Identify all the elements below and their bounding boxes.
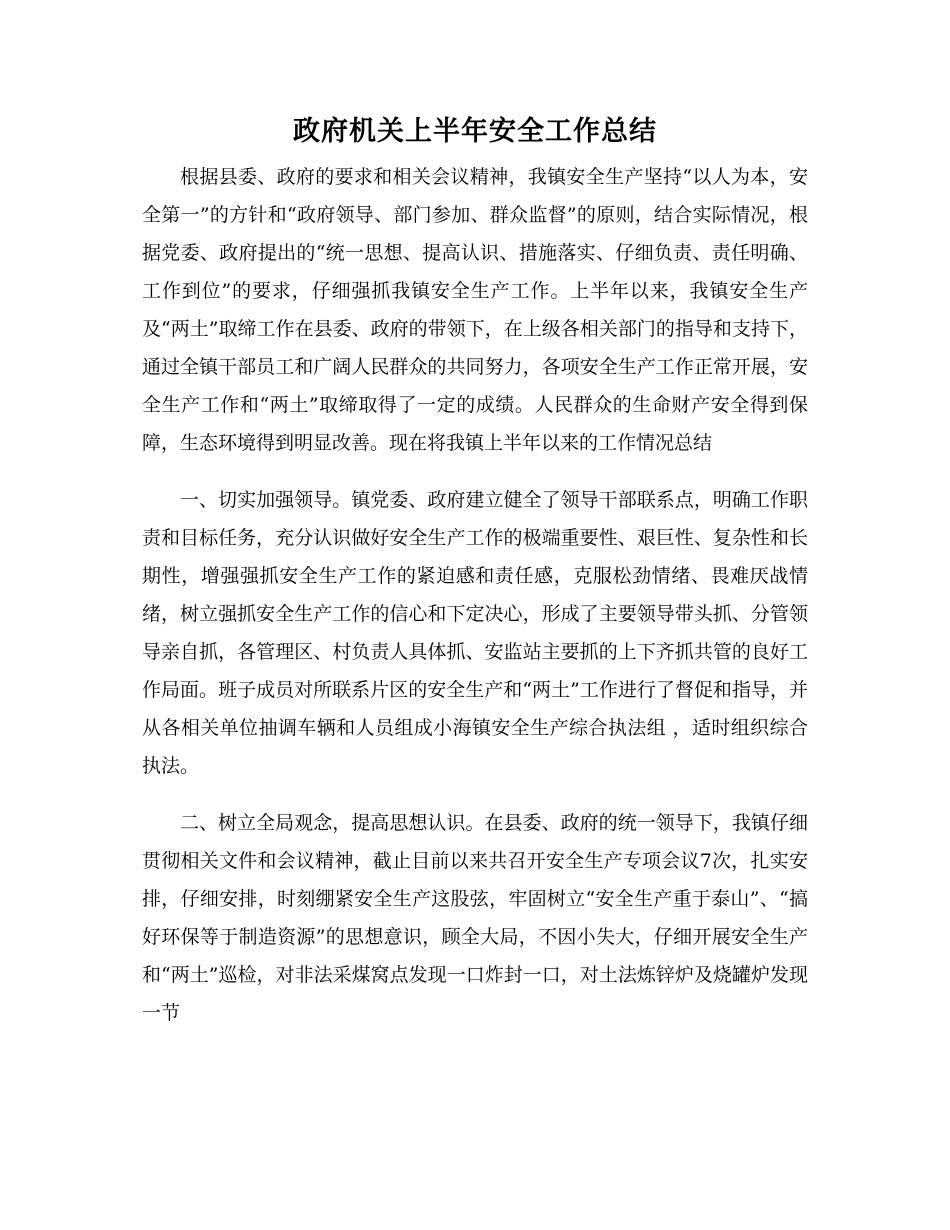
- document-title: 政府机关上半年安全工作总结: [293, 116, 657, 147]
- paragraph-intro: 根据县委、政府的要求和相关会议精神，我镇安全生产坚持“以人为本，安全第一”的方针和“政府领导、部门参加、群众监督”的原则，结合实际情况，根据党委、政府提出的“统一思想、提高认识、措施落实、仔细负责、责任明确、工作到位”的要求，仔细强抓我镇安全生产工作。上半年以来，我镇安全生产及“两土”取缔工作在县委、政府的带领下，在上级各相关部门的指导和支持下，通过全镇干部员工和广阔人民群众的共同努力，各项安全生产工作正常开展，安全生产工作和“两土”取缔取得了一定的成绩。人民群众的生命财产安全得到保障，生态环境得到明显改善。现在将我镇上半年以来的工作情况总结: [142, 166, 808, 454]
- paragraph-section-1: 一、切实加强领导。镇党委、政府建立健全了领导干部联系点，明确工作职责和目标任务，充分认识做好安全生产工作的极端重要性、艰巨性、复杂性和长期性，增强强抓安全生产工作的紧迫感和责任感，克服松劲情绪、畏难厌战情绪，树立强抓安全生产工作的信心和下定决心，形成了主要领导带头抓、分管领导亲自抓，各管理区、村负责人具体抓、安监站主要抓的上下齐抓共管的良好工作局面。班子成员对所联系片区的安全生产和“两土”工作进行了督促和指导，并从各相关单位抽调车辆和人员组成小海镇安全生产综合执法组 ，适时组织综合执法。: [142, 489, 808, 777]
- document-body: [142, 158, 808, 1051]
- paragraph-section-2: 二、树立全局观念，提高思想认识。在县委、政府的统一领导下，我镇仔细贯彻相关文件和会议精神，截止目前以来共召开安全生产专项会议7次，扎实安排，仔细安排，时刻绷紧安全生产这股弦，牢固树立“安全生产重于泰山”、“搞好环保等于制造资源”的思想意识，顾全大局，不因小失大，仔细开展安全生产和“两土”巡检，对非法采煤窝点发现一口炸封一口，对土法炼锌炉及烧罐炉发现一节: [142, 812, 808, 1024]
